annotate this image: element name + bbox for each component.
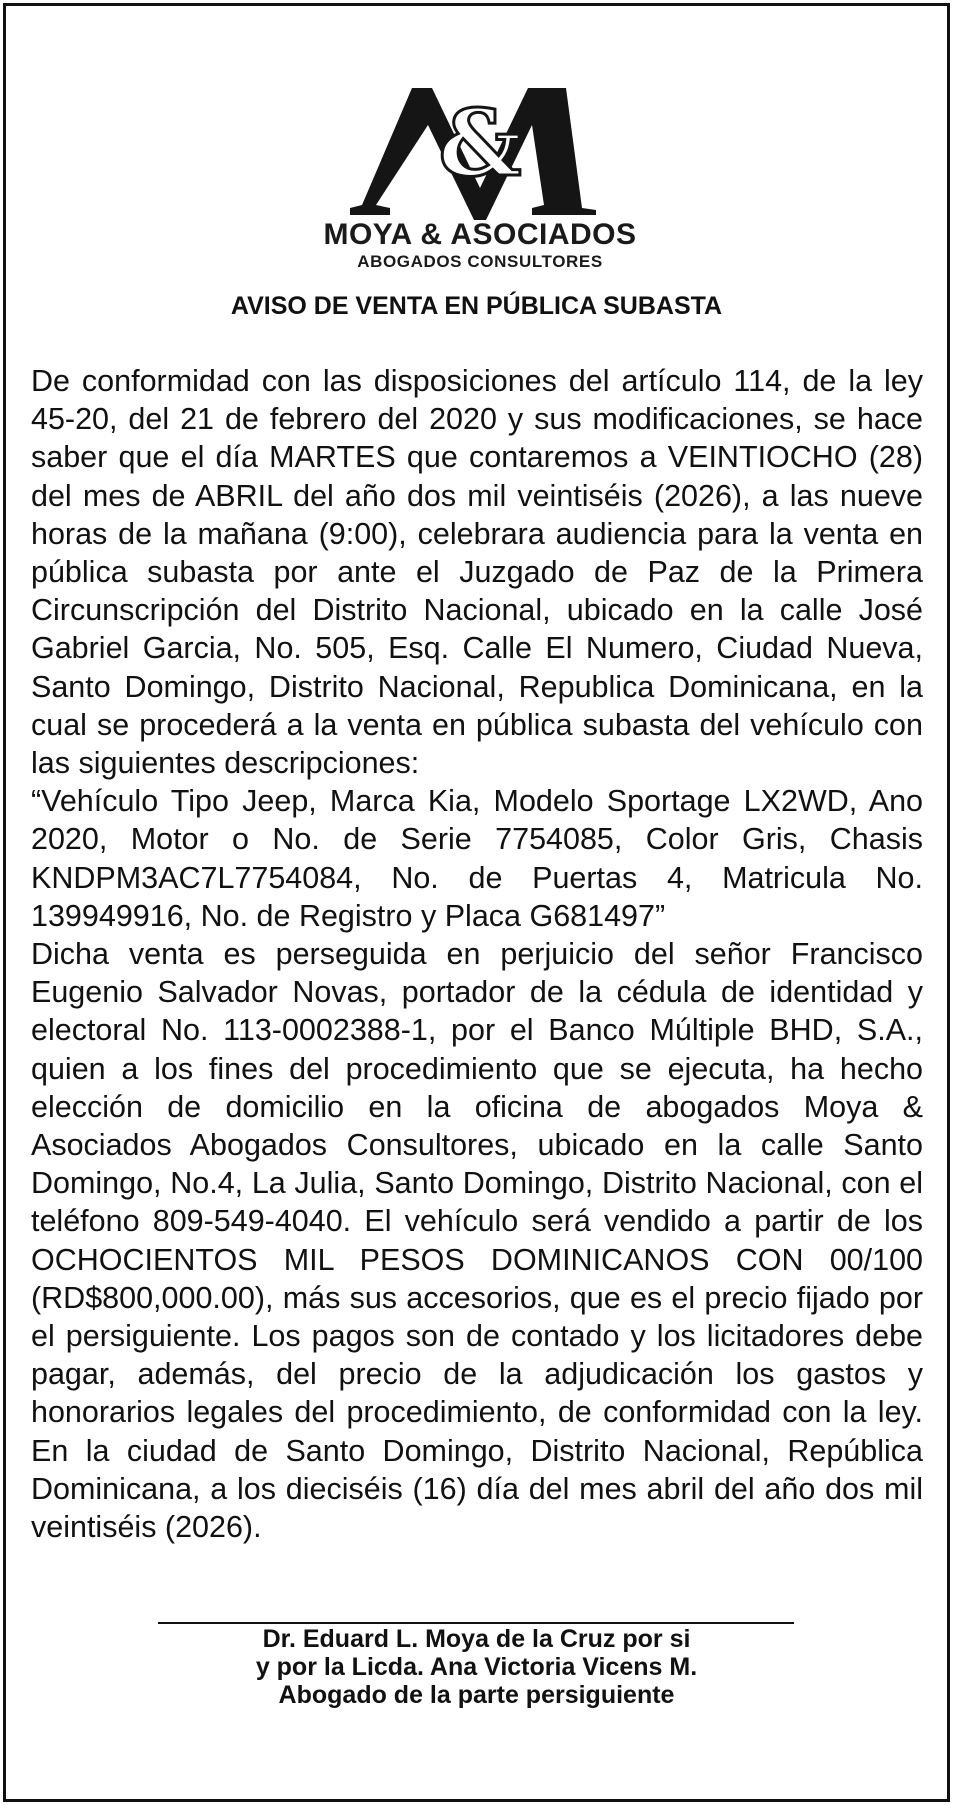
notice-paragraph-intro: De conformidad con las disposiciones del artículo 114, de la ley 45-20, del 21 de febrero del 2020 y sus modificaciones, se hace saber que el día MARTES que contaremos a VEINTIOCHO (28) del mes de ABRIL del año dos mil veintiséis (2026), a las nueve horas de la mañana (9:00), celebrara audiencia para la venta en pública subasta por ante el Juzgado de Paz de la Primera Circunscripción del Distrito Nacional, ubicado en la calle José Gabriel Garcia, No. 505, Esq. Calle El Numero, Ciudad Nueva, Santo Domingo, Distrito Nacional, Republica Dominicana, en la cual se procederá a la venta en pública subasta del vehículo con las siguientes descripciones: [31, 364, 923, 781]
signature-line [158, 1622, 794, 1624]
logo-subtitle: ABOGADOS CONSULTORES [357, 252, 603, 271]
signature-block [0, 1625, 953, 1709]
logo-brand-name: MOYA & ASOCIADOS [323, 218, 637, 251]
notice-paragraph-vehicle: “Vehículo Tipo Jeep, Marca Kia, Modelo Sportage LX2WD, Ano 2020, Motor o No. de Serie 7754085, Color Gris, Chasis KNDPM3AC7L7754084, No. de Puertas 4, Matricula No. 139949916, No. de Registro y Placa G681497” [31, 784, 923, 933]
signature-line-1: Dr. Eduard L. Moya de la Cruz por si [262, 1625, 691, 1653]
svg-text:&: & [438, 89, 522, 197]
signature-line-3: Abogado de la parte persiguiente [278, 1681, 675, 1709]
company-logo [320, 70, 640, 271]
notice-title: AVISO DE VENTA EN PÚBLICA SUBASTA [230, 292, 723, 320]
signature-line-2: y por la Licda. Ana Victoria Vicens M. [255, 1653, 698, 1681]
monogram-logo-icon [320, 70, 640, 230]
notice-paragraph-details: Dicha venta es perseguida en perjuicio del señor Francisco Eugenio Salvador Novas, portador de la cédula de identidad y electoral No. 113-0002388-1, por el Banco Múltiple BHD, S.A., quien a los fines del procedimiento que se ejecuta, ha hecho elección de domicilio en la oficina de abogados Moya & Asociados Abogados Consultores, ubicado en la calle Santo Domingo, No.4, La Julia, Santo Domingo, Distrito Nacional, con el teléfono 809-549-4040. El vehículo será vendido a partir de los OCHOCIENTOS MIL PESOS DOMINICANOS CON 00/100 (RD$800,000.00), más sus accesorios, que es el precio fijado por el persiguiente. Los pagos son de contado y los licitadores debe pagar, además, del precio de la adjudicación los gastos y honorarios legales del procedimiento, de conformidad con la ley. En la ciudad de Santo Domingo, Distrito Nacional, República Dominicana, a los dieciséis (16) día del mes abril del año dos mil veintiséis (2026). [31, 937, 923, 1545]
notice-body [31, 362, 923, 1546]
